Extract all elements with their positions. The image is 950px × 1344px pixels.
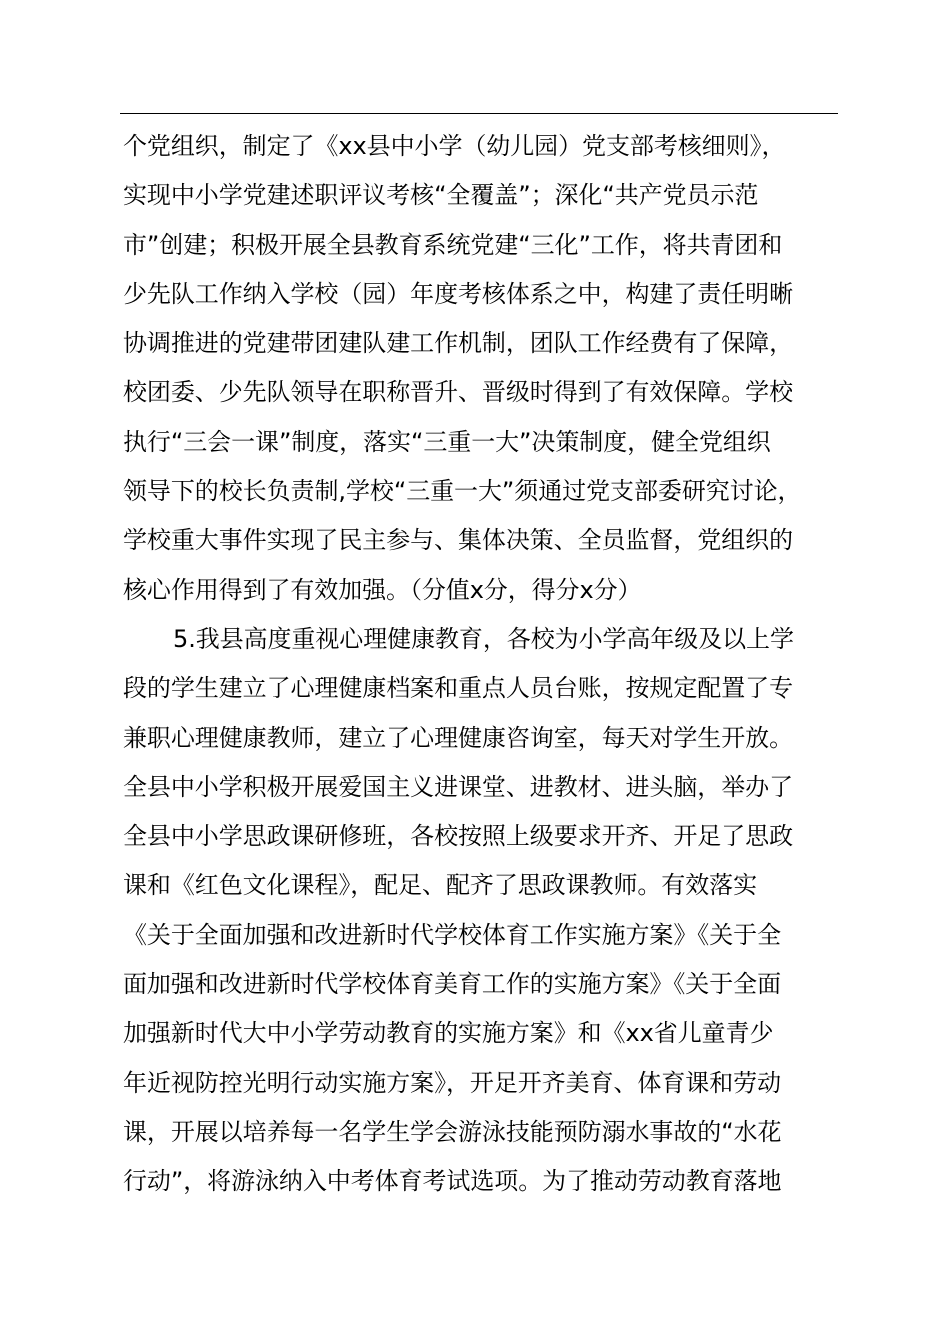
header-rule (120, 113, 838, 114)
text-line: 全县中小学积极开展爱国主义进课堂、进教材、进头脑，举办了 (123, 772, 793, 801)
text-line: 领导下的校长负责制,学校“三重一大”须通过党支部委研究讨论， (123, 477, 802, 506)
text-line: 课和《红色文化课程》，配足、配齐了思政课教师。有效落实 (123, 871, 757, 900)
text-line: 市”创建；积极开展全县教育系统党建“三化”工作，将共青团和 (123, 230, 783, 259)
text-line: 《关于全面加强和改进新时代学校体育工作实施方案》《关于全 (123, 920, 781, 949)
text-line: 实现中小学党建述职评议考核“全覆盖”；深化“共产党员示范 (123, 181, 759, 210)
text-line: 执行“三会一课”制度，落实“三重一大”决策制度，健全党组织 (123, 427, 771, 456)
text-line: 全县中小学思政课研修班，各校按照上级要求开齐、开足了思政 (123, 822, 793, 851)
text-line: 行动”，将游泳纳入中考体育考试选项。为了推动劳动教育落地 (123, 1167, 782, 1196)
text-line: 兼职心理健康教师，建立了心理健康咨询室，每天对学生开放。 (123, 723, 793, 752)
text-line: 核心作用得到了有效加强。（分值x分，得分x分） (123, 575, 642, 604)
text-line: 个党组织，制定了《xx县中小学（幼儿园）党支部考核细则》， (123, 132, 786, 160)
body-text (123, 122, 843, 1207)
text-line: 协调推进的党建带团建队建工作机制，团队工作经费有了保障， (123, 329, 793, 358)
text-line: 面加强和改进新时代学校体育美育工作的实施方案》《关于全面 (123, 970, 781, 999)
text-line: 学校重大事件实现了民主参与、集体决策、全员监督，党组织的 (123, 526, 793, 555)
text-line: 加强新时代大中小学劳动教育的实施方案》和《xx省儿童青少 (123, 1019, 774, 1048)
text-line: 段的学生建立了心理健康档案和重点人员台账，按规定配置了专 (123, 674, 793, 703)
text-line: 校团委、少先队领导在职称晋升、晋级时得到了有效保障。学校 (123, 378, 793, 407)
text-line: 课，开展以培养每一名学生学会游泳技能预防溺水事故的“水花 (123, 1117, 782, 1146)
text-line: 少先队工作纳入学校（园）年度考核体系之中，构建了责任明晰 (123, 279, 793, 308)
text-line: 年近视防控光明行动实施方案》，开足开齐美育、体育课和劳动 (123, 1068, 781, 1097)
paragraph-start-line: 5.我县高度重视心理健康教育，各校为小学高年级及以上学 (173, 624, 794, 653)
